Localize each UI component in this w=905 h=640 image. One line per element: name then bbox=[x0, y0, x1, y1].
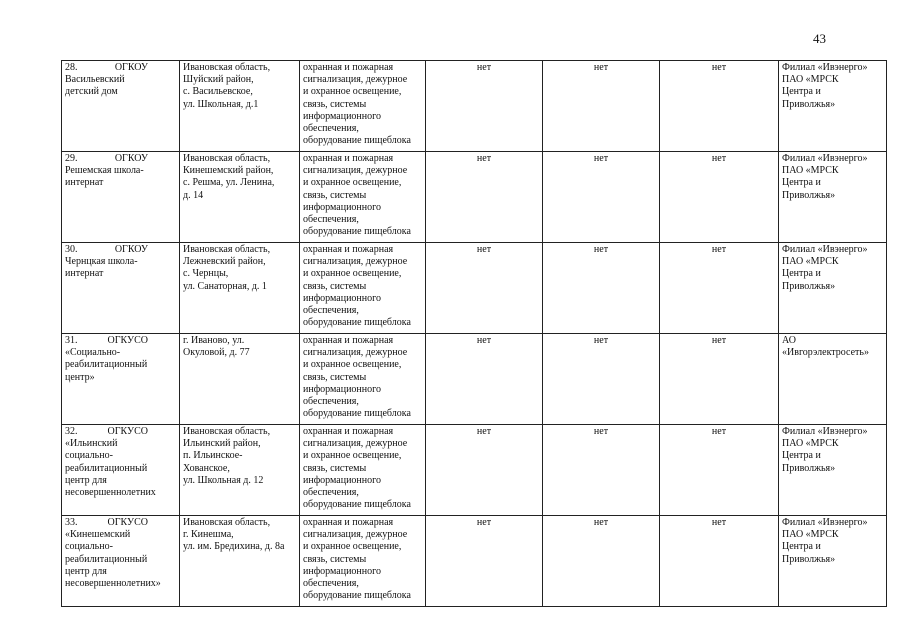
systems-line: обеспечения, bbox=[303, 578, 359, 590]
table-row bbox=[62, 425, 887, 516]
cell-col6: нет bbox=[660, 152, 779, 243]
org-name-line: «Кинешемский bbox=[65, 529, 131, 541]
address-line: Шуйский район, bbox=[183, 74, 254, 86]
cell-col4: нет bbox=[426, 334, 543, 425]
supplier-line: ПАО «МРСК bbox=[782, 438, 839, 450]
table-row bbox=[62, 334, 887, 425]
supplier-line: Приволжья» bbox=[782, 462, 836, 474]
row-number: 33. bbox=[65, 517, 78, 528]
org-name-line: социально- bbox=[65, 450, 113, 462]
cell-col5: нет bbox=[543, 425, 660, 516]
org-name-line: центр для bbox=[65, 474, 107, 486]
systems-line: связь, системы bbox=[303, 462, 367, 474]
systems-line: и охранное освещение, bbox=[303, 359, 402, 371]
address-line: Ильинский район, bbox=[183, 438, 261, 450]
supplier-line: ПАО «МРСК bbox=[782, 529, 839, 541]
address-line: ул. Школьная д. 12 bbox=[183, 474, 264, 486]
systems-line: охранная и пожарная bbox=[303, 244, 394, 255]
row-number-line bbox=[65, 335, 176, 347]
cell-col4: нет bbox=[426, 516, 543, 607]
cell-systems bbox=[300, 61, 426, 152]
row-number: 32. bbox=[65, 426, 78, 437]
cell-systems bbox=[300, 425, 426, 516]
org-name-line: несовершеннолетних bbox=[65, 487, 156, 499]
cell-organization bbox=[62, 334, 180, 425]
cell-organization bbox=[62, 516, 180, 607]
cell-supplier bbox=[779, 61, 887, 152]
supplier-line: Центра и bbox=[782, 541, 821, 553]
org-name-line: Чернцкая школа- bbox=[65, 256, 138, 268]
table-body bbox=[62, 61, 887, 607]
supplier-line: Филиал «Ивэнерго» bbox=[782, 153, 868, 164]
supplier-line: Филиал «Ивэнерго» bbox=[782, 62, 868, 73]
table-row bbox=[62, 61, 887, 152]
org-type: ОГКОУ bbox=[114, 153, 148, 164]
systems-line: обеспечения, bbox=[303, 396, 359, 408]
org-name-line: интернат bbox=[65, 177, 104, 189]
org-name-line: реабилитационный bbox=[65, 462, 148, 474]
cell-col5: нет bbox=[543, 152, 660, 243]
address-line: ул. Школьная, д.1 bbox=[183, 98, 259, 110]
address-line: д. 14 bbox=[183, 189, 204, 201]
address-line: Ивановская область, bbox=[183, 62, 271, 73]
systems-line: информационного bbox=[303, 474, 381, 486]
systems-line: информационного bbox=[303, 565, 381, 577]
cell-col5: нет bbox=[543, 516, 660, 607]
org-name-line: детский дом bbox=[65, 86, 118, 98]
cell-supplier bbox=[779, 152, 887, 243]
org-type: ОГКУСО bbox=[107, 335, 148, 346]
systems-line: связь, системы bbox=[303, 553, 367, 565]
row-number: 28. bbox=[65, 62, 78, 73]
address-line: с. Васильевское, bbox=[183, 86, 253, 98]
systems-line: оборудование пищеблока bbox=[303, 226, 411, 238]
systems-line: и охранное освещение, bbox=[303, 541, 402, 553]
cell-systems bbox=[300, 516, 426, 607]
table-row bbox=[62, 152, 887, 243]
address-line: Ивановская область, bbox=[183, 517, 271, 528]
supplier-line: ПАО «МРСК bbox=[782, 256, 839, 268]
cell-systems bbox=[300, 152, 426, 243]
address-line: Ивановская область, bbox=[183, 426, 271, 437]
cell-address bbox=[180, 425, 300, 516]
row-number-line bbox=[65, 62, 176, 74]
cell-systems bbox=[300, 243, 426, 334]
systems-line: сигнализация, дежурное bbox=[303, 438, 408, 450]
supplier-line: Центра и bbox=[782, 177, 821, 189]
systems-line: охранная и пожарная bbox=[303, 517, 394, 528]
org-name-line: реабилитационный bbox=[65, 553, 148, 565]
cell-supplier bbox=[779, 243, 887, 334]
supplier-line: Филиал «Ивэнерго» bbox=[782, 244, 868, 255]
cell-col4: нет bbox=[426, 152, 543, 243]
systems-line: сигнализация, дежурное bbox=[303, 529, 408, 541]
cell-address bbox=[180, 61, 300, 152]
systems-line: охранная и пожарная bbox=[303, 153, 394, 164]
cell-supplier bbox=[779, 516, 887, 607]
table-row bbox=[62, 516, 887, 607]
cell-col5: нет bbox=[543, 334, 660, 425]
address-line: Ивановская область, bbox=[183, 153, 271, 164]
systems-line: оборудование пищеблока bbox=[303, 408, 411, 420]
cell-col6: нет bbox=[660, 425, 779, 516]
address-line: г. Кинешма, bbox=[183, 529, 234, 541]
systems-line: и охранное освещение, bbox=[303, 268, 402, 280]
org-type: ОГКУСО bbox=[107, 426, 148, 437]
org-type: ОГКОУ bbox=[114, 62, 148, 73]
supplier-line: Центра и bbox=[782, 450, 821, 462]
org-name-line: интернат bbox=[65, 268, 104, 280]
cell-col6: нет bbox=[660, 61, 779, 152]
systems-line: сигнализация, дежурное bbox=[303, 74, 408, 86]
address-line: ул. им. Бредихина, д. 8а bbox=[183, 541, 285, 553]
org-name-line: несовершеннолетних» bbox=[65, 578, 161, 590]
org-name-line: социально- bbox=[65, 541, 113, 553]
cell-col6: нет bbox=[660, 334, 779, 425]
cell-col4: нет bbox=[426, 425, 543, 516]
systems-line: охранная и пожарная bbox=[303, 335, 394, 346]
address-line: Хованское, bbox=[183, 462, 230, 474]
cell-supplier bbox=[779, 334, 887, 425]
row-number-line bbox=[65, 426, 176, 438]
row-number-line bbox=[65, 153, 176, 165]
cell-organization bbox=[62, 425, 180, 516]
supplier-line: Приволжья» bbox=[782, 98, 836, 110]
address-line: г. Иваново, ул. bbox=[183, 335, 245, 346]
systems-line: охранная и пожарная bbox=[303, 426, 394, 437]
systems-line: связь, системы bbox=[303, 280, 367, 292]
address-line: ул. Санаторная, д. 1 bbox=[183, 280, 267, 292]
address-line: с. Чернцы, bbox=[183, 268, 229, 280]
systems-line: информационного bbox=[303, 201, 381, 213]
supplier-line: Центра и bbox=[782, 268, 821, 280]
cell-col4: нет bbox=[426, 61, 543, 152]
systems-line: информационного bbox=[303, 110, 381, 122]
page-number: 43 bbox=[813, 31, 826, 46]
supplier-line: Филиал «Ивэнерго» bbox=[782, 517, 868, 528]
address-line: п. Ильинское- bbox=[183, 450, 243, 462]
systems-line: связь, системы bbox=[303, 189, 367, 201]
cell-address bbox=[180, 334, 300, 425]
row-number: 31. bbox=[65, 335, 78, 346]
cell-col5: нет bbox=[543, 61, 660, 152]
cell-organization bbox=[62, 61, 180, 152]
org-type: ОГКУСО bbox=[107, 517, 148, 528]
supplier-line: «Ивгорэлектросеть» bbox=[782, 347, 869, 359]
facilities-table bbox=[61, 60, 887, 607]
org-name-line: Васильевский bbox=[65, 74, 125, 86]
systems-line: сигнализация, дежурное bbox=[303, 165, 408, 177]
systems-line: обеспечения, bbox=[303, 305, 359, 317]
supplier-line: Центра и bbox=[782, 86, 821, 98]
org-name-line: Решемская школа- bbox=[65, 165, 144, 177]
cell-supplier bbox=[779, 425, 887, 516]
org-name-line: центр» bbox=[65, 371, 95, 383]
cell-col5: нет bbox=[543, 243, 660, 334]
cell-address bbox=[180, 243, 300, 334]
cell-address bbox=[180, 516, 300, 607]
cell-col6: нет bbox=[660, 243, 779, 334]
org-name-line: реабилитационный bbox=[65, 359, 148, 371]
supplier-line: АО bbox=[782, 335, 796, 346]
systems-line: оборудование пищеблока bbox=[303, 499, 411, 511]
address-line: с. Решма, ул. Ленина, bbox=[183, 177, 275, 189]
systems-line: обеспечения, bbox=[303, 123, 359, 135]
cell-organization bbox=[62, 243, 180, 334]
systems-line: информационного bbox=[303, 383, 381, 395]
systems-line: обеспечения, bbox=[303, 214, 359, 226]
systems-line: связь, системы bbox=[303, 371, 367, 383]
address-line: Кинешемский район, bbox=[183, 165, 274, 177]
org-name-line: «Ильинский bbox=[65, 438, 118, 450]
cell-systems bbox=[300, 334, 426, 425]
table-row bbox=[62, 243, 887, 334]
supplier-line: Приволжья» bbox=[782, 189, 836, 201]
systems-line: сигнализация, дежурное bbox=[303, 347, 408, 359]
cell-organization bbox=[62, 152, 180, 243]
supplier-line: ПАО «МРСК bbox=[782, 74, 839, 86]
systems-line: оборудование пищеблока bbox=[303, 317, 411, 329]
address-line: Ивановская область, bbox=[183, 244, 271, 255]
systems-line: оборудование пищеблока bbox=[303, 135, 411, 147]
cell-address bbox=[180, 152, 300, 243]
address-line: Окуловой, д. 77 bbox=[183, 347, 250, 359]
systems-line: охранная и пожарная bbox=[303, 62, 394, 73]
org-name-line: центр для bbox=[65, 565, 107, 577]
systems-line: информационного bbox=[303, 292, 381, 304]
row-number: 30. bbox=[65, 244, 78, 255]
row-number: 29. bbox=[65, 153, 78, 164]
row-number-line bbox=[65, 244, 176, 256]
systems-line: и охранное освещение, bbox=[303, 86, 402, 98]
row-number-line bbox=[65, 517, 176, 529]
systems-line: оборудование пищеблока bbox=[303, 590, 411, 602]
address-line: Лежневский район, bbox=[183, 256, 266, 268]
org-type: ОГКОУ bbox=[114, 244, 148, 255]
systems-line: и охранное освещение, bbox=[303, 450, 402, 462]
systems-line: и охранное освещение, bbox=[303, 177, 402, 189]
supplier-line: Приволжья» bbox=[782, 553, 836, 565]
supplier-line: Филиал «Ивэнерго» bbox=[782, 426, 868, 437]
supplier-line: ПАО «МРСК bbox=[782, 165, 839, 177]
supplier-line: Приволжья» bbox=[782, 280, 836, 292]
org-name-line: «Социально- bbox=[65, 347, 121, 359]
systems-line: связь, системы bbox=[303, 98, 367, 110]
cell-col4: нет bbox=[426, 243, 543, 334]
systems-line: сигнализация, дежурное bbox=[303, 256, 408, 268]
cell-col6: нет bbox=[660, 516, 779, 607]
systems-line: обеспечения, bbox=[303, 487, 359, 499]
